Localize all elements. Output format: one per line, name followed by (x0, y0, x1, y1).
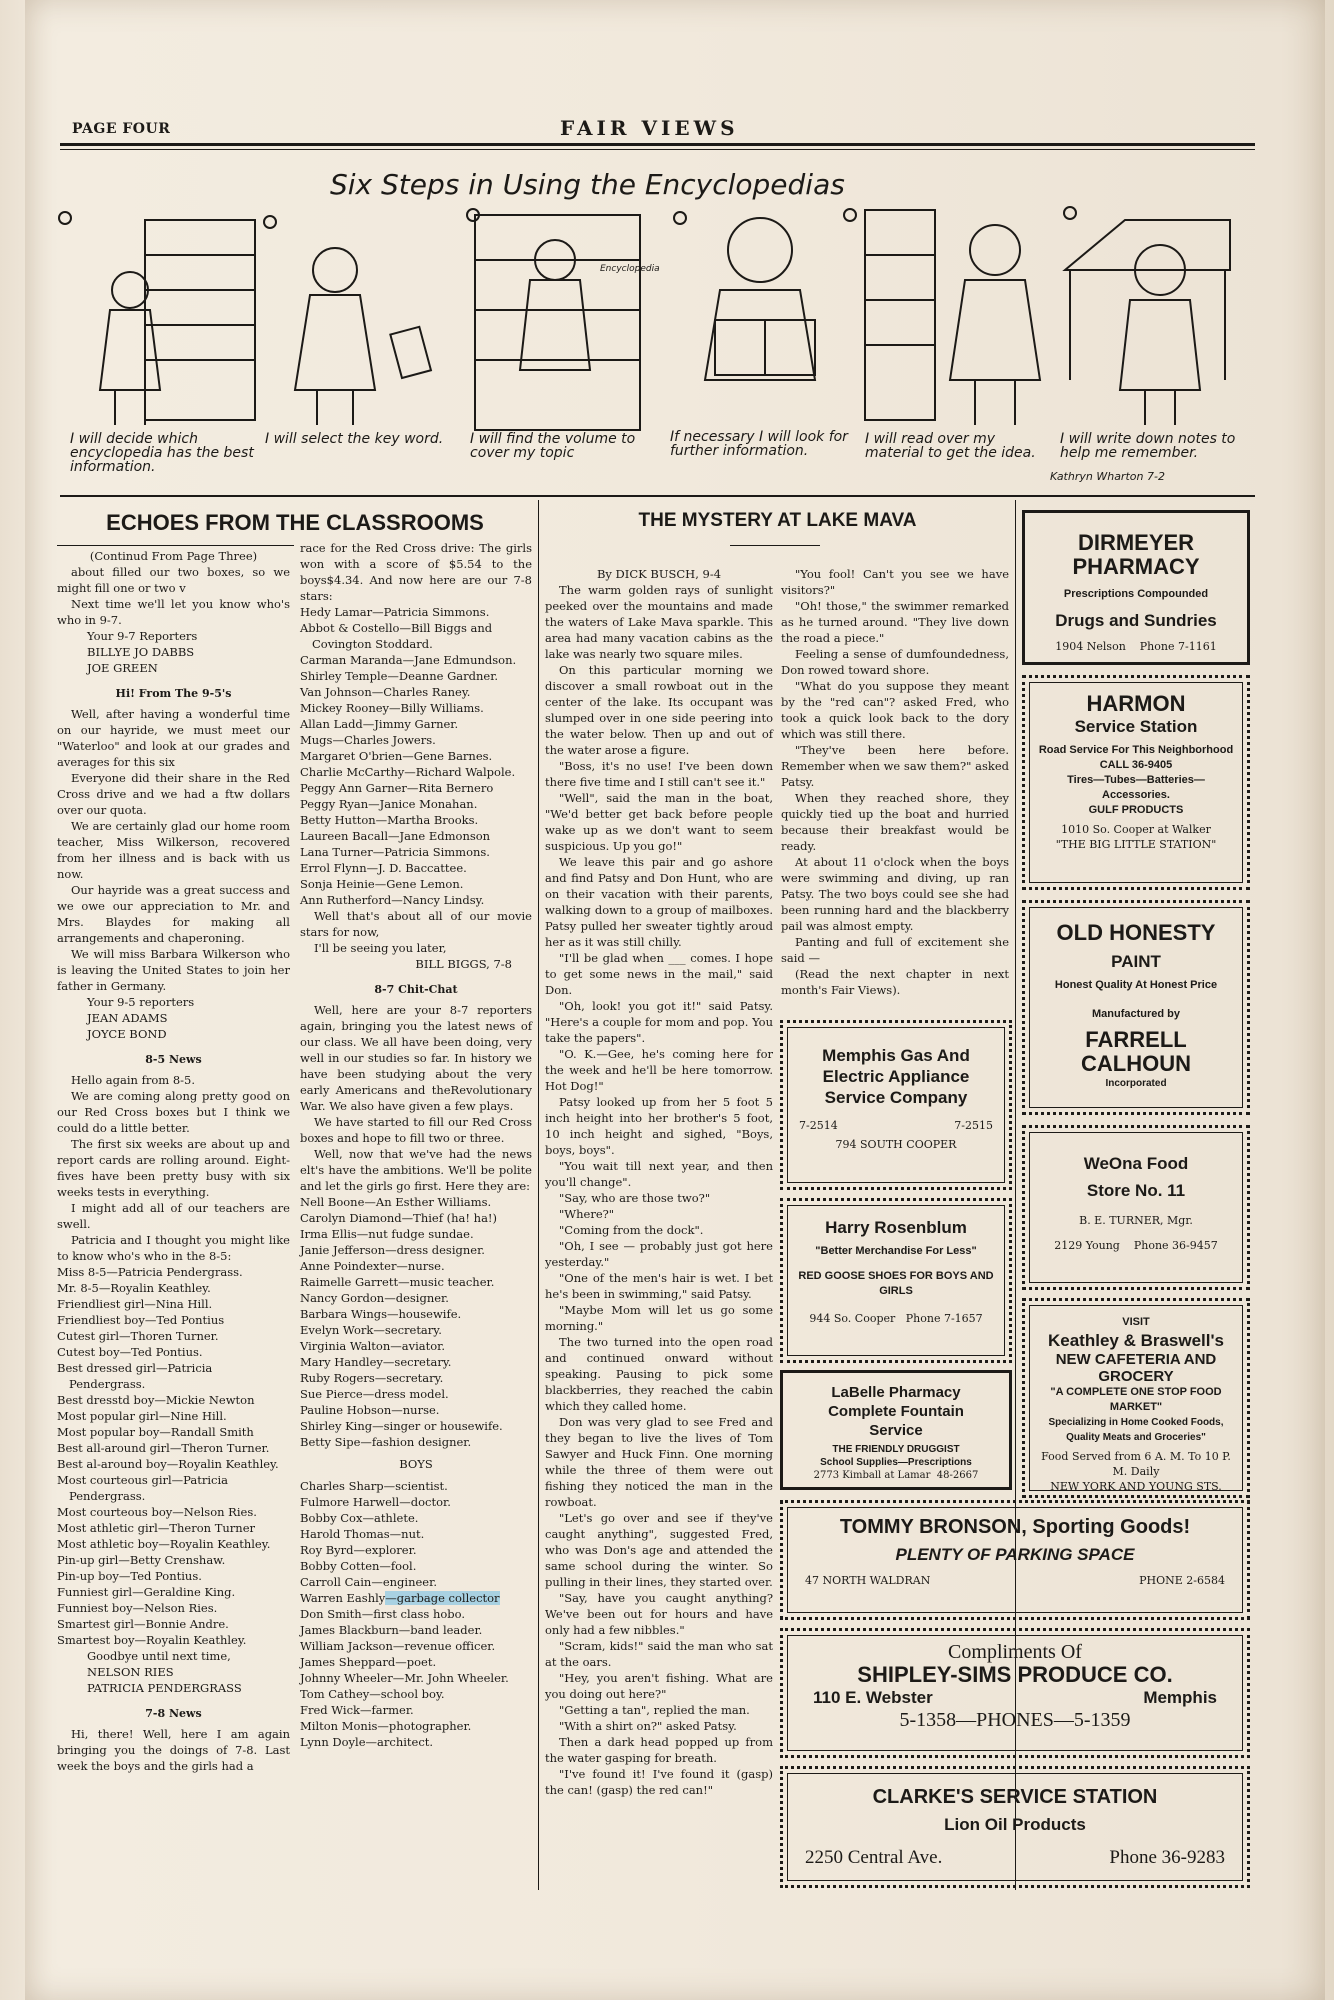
list-item: Hedy Lamar—Patricia Simmons. (300, 605, 490, 619)
story-paragraph: The two turned into the open road and continued onward without speaking. Pausing to pick some blackberries, they reached the cabin which they called home. (545, 1335, 773, 1413)
movie-stars-list (300, 604, 532, 908)
ad-line: PAINT (1111, 952, 1161, 971)
ad-line: "A COMPLETE ONE STOP FOOD MARKET" (1050, 1386, 1222, 1413)
list-item: James Blackburn—band leader. (300, 1623, 483, 1637)
list-item: Most athletic boy—Royalin Keathley. (57, 1537, 271, 1551)
list-item: Carman Maranda—Jane Edmundson. (300, 653, 517, 667)
ad-phone: Phone 36-9283 (1109, 1847, 1225, 1868)
ad-line: Manufactured by (1091, 1008, 1180, 1020)
ad-line: Compliments Of (948, 1641, 1082, 1663)
story-paragraph: "You fool! Can't you see we have visitors?" (781, 567, 1009, 597)
list-item: Most popular girl—Nine Hill. (57, 1409, 227, 1423)
story-paragraph: (Read the next chapter in next month's Fair Views). (781, 967, 1009, 997)
list-item: Barbara Wings—housewife. (300, 1307, 462, 1321)
list-item: Irma Ellis—nut fudge sundae. (300, 1227, 474, 1241)
story-paragraph: "O. K.—Gee, he's coming here for the week and he'll be here tomorrow. Hot Dog!" (545, 1047, 773, 1093)
ad-line: Service Company (824, 1088, 968, 1107)
mystery-column-2 (781, 566, 1009, 998)
paragraph: race for the Red Cross drive: The girls won with a score of $5.54 to the boys$4.34. And now here are our 7-8 stars: (300, 541, 532, 603)
cartoon-signature: Kathryn Wharton 7-2 (1050, 470, 1165, 483)
list-item: Mickey Rooney—Billy Williams. (300, 701, 484, 715)
story-paragraph: "Where?" (559, 1207, 615, 1221)
ad-line: Memphis (1143, 1688, 1217, 1707)
list-item: Peggy Ryan—Janice Monahan. (300, 797, 478, 811)
cartoon-title: Six Steps in Using the Encyclopedias (330, 168, 845, 201)
story-paragraph: The warm golden rays of sunlight peeked over the mountains and made the waters of Lake Mava sparkle. This area had many vacation cabins as the lake was nearly two square miles. (545, 583, 773, 661)
sign-line: BILL BIGGS, 7-8 (415, 957, 512, 971)
ad-name: OLD HONESTY (1056, 920, 1216, 945)
cartoon-caption-3: I will find the volume to cover my topic (470, 431, 636, 461)
list-item: Tom Cathey—school boy. (300, 1687, 445, 1701)
ad-line: Specializing in Home Cooked Foods, Quality Meats and Groceries" (1048, 1417, 1224, 1443)
list-item: Friendliest boy—Ted Pontius (57, 1313, 225, 1327)
story-paragraph: "With a shirt on?" asked Patsy. (559, 1719, 737, 1733)
paragraph: We are certainly glad our home room teacher, Miss Wilkerson, recovered from her illness and is back with us now. (57, 819, 290, 881)
story-paragraph: Patsy looked up from her 5 foot 5 inch height into her brother's 5 foot, 10 inch height and sighed, "Boys, boys, boys". (545, 1095, 773, 1157)
ad-weona (1022, 1125, 1250, 1290)
masthead: FAIR VIEWS (560, 116, 739, 140)
ad-memphis-gas (780, 1020, 1012, 1190)
sign-line: JEAN ADAMS (87, 1011, 168, 1025)
list-item: Ruby Rogers—secretary. (300, 1371, 444, 1385)
list-item: Pin-up boy—Ted Pontius. (57, 1569, 202, 1583)
ad-line: Prescriptions Compounded (1063, 588, 1209, 600)
story-paragraph: Don was very glad to see Fred and they began to live the lives of Tom Sawyer and Huck Finn. One morning while the three of them were out fishing they noticed the man in the rowboat. (545, 1415, 773, 1509)
ambitions-girls-list (300, 1194, 532, 1450)
cartoon-caption-6: I will write down notes to help me remember. (1060, 431, 1236, 461)
story-paragraph: "Well", said the man in the boat, "We'd better get back before people wake up as we don't want to seem suspicious. Up you go!" (545, 791, 773, 853)
ad-address: 47 NORTH WALDRAN (805, 1574, 931, 1587)
list-item: Lynn Doyle—architect. (300, 1735, 434, 1749)
story-paragraph: "I've found it! I've found it (gasp) the can! (gasp) the red can!" (545, 1767, 773, 1797)
story-paragraph: "Getting a tan", replied the man. (559, 1703, 750, 1717)
section-heading: 8-5 News (145, 1053, 202, 1066)
ad-harmon (1022, 675, 1250, 890)
paragraph: Patricia and I thought you might like to know who's who in the 8-5: (57, 1233, 290, 1263)
ad-keathley-braswell (1022, 1298, 1250, 1498)
story-paragraph: "One of the men's hair is wet. I bet he's been in swimming," said Patsy. (545, 1271, 773, 1301)
list-item: Sonja Heinie—Gene Lemon. (300, 877, 464, 891)
list-item: Funniest boy—Nelson Ries. (57, 1601, 218, 1615)
list-item: Most courteous girl—Patricia Pendergrass. (57, 1473, 229, 1503)
list-item: Mary Handley—secretary. (300, 1355, 452, 1369)
ad-line: Honest Quality At Honest Price (1054, 979, 1218, 991)
ad-line: Lion Oil Products (944, 1815, 1086, 1834)
list-item: Nancy Gordon—designer. (300, 1291, 449, 1305)
list-item: Smartest boy—Royalin Keathley. (57, 1633, 247, 1647)
story-paragraph: "What do you suppose they meant by the "red can"? asked Fred, who took a quick look back to the dory which was still there. (781, 679, 1009, 741)
sign-line: JOYCE BOND (87, 1027, 167, 1041)
story-paragraph: We leave this pair and go ashore and find Patsy and Don Hunt, who are on their vacation with their parents, walking down to a group of mailboxes. Patsy pulled her sweater tightly aroud her as it was still chilly. (545, 855, 773, 949)
ad-line: School Supplies—Prescriptions (820, 1457, 972, 1468)
list-item: Don Smith—first class hobo. (300, 1607, 466, 1621)
ad-shipley-sims (780, 1628, 1250, 1758)
ad-address: 944 So. Cooper (809, 1312, 896, 1325)
ad-line: Store No. 11 (1086, 1181, 1186, 1200)
list-item: Sue Pierce—dress model. (300, 1387, 449, 1401)
ad-labelle-pharmacy (780, 1370, 1012, 1490)
ad-phone: Phone 7-1161 (1139, 640, 1217, 653)
story-paragraph: "They've been here before. Remember when we saw them?" asked Patsy. (781, 743, 1009, 789)
ad-line: RED GOOSE SHOES FOR BOYS AND GIRLS (798, 1270, 994, 1297)
list-item: Johnny Wheeler—Mr. John Wheeler. (300, 1671, 509, 1685)
highlight-mark: —garbage collector (385, 1591, 500, 1605)
list-item: Bobby Cotten—fool. (300, 1559, 417, 1573)
list-item: Cutest boy—Ted Pontius. (57, 1345, 203, 1359)
ad-line: NEW CAFETERIA AND GROCERY (1055, 1351, 1217, 1385)
who-list-8-5 (57, 1264, 290, 1648)
paragraph: We are coming along pretty good on our Red Cross boxes but I think we could do a little better. (57, 1089, 290, 1135)
ad-dirmeyer (1022, 510, 1250, 665)
cartoon-book-label: Encyclopedia (600, 264, 660, 274)
ad-clarkes (780, 1766, 1250, 1888)
list-item: Cutest girl—Thoren Turner. (57, 1329, 219, 1343)
list-item: Most athletic girl—Theron Turner (57, 1521, 256, 1535)
ad-line: Incorporated (1105, 1078, 1167, 1089)
ad-line: FARRELL CALHOUN (1081, 1027, 1191, 1076)
ad-line: "Better Merchandise For Less" (815, 1245, 977, 1257)
story-paragraph: At about 11 o'clock when the boys were swimming and diving, up ran Patsy. The two boys could see she had been running hard and the blackberry pail was almost empty. (781, 855, 1009, 933)
ad-phone: PHONE 2-6584 (1139, 1574, 1225, 1587)
paragraph: Our hayride was a great success and we owe our appreciation to Mr. and Mrs. Blaydes for making all arrangements and chaperoning. (57, 883, 290, 945)
story-paragraph: "Say, have you caught anything? We've been out for hours and have only had a few nibbles." (545, 1591, 773, 1637)
story-paragraph: "Scram, kids!" said the man who sat at the oars. (545, 1639, 773, 1669)
list-item: Most popular boy—Randall Smith (57, 1425, 254, 1439)
list-item: Peggy Ann Garner—Rita Bernero (300, 781, 494, 795)
paragraph: I'll be seeing you later, (314, 941, 447, 955)
ad-line: B. E. TURNER, Mgr. (1079, 1214, 1193, 1227)
list-item: Miss 8-5—Patricia Pendergrass. (57, 1265, 243, 1279)
ad-line: Complete Fountain (828, 1403, 964, 1420)
sign-line: JOE GREEN (87, 661, 158, 675)
list-item: Errol Flynn—J. D. Baccattee. (300, 861, 467, 875)
ad-phone: 7-2514 (799, 1119, 838, 1132)
paragraph: Hello again from 8-5. (71, 1073, 195, 1087)
ad-phone: 7-2515 (954, 1119, 993, 1132)
list-item: Lana Turner—Patricia Simmons. (300, 845, 490, 859)
story-paragraph: "Oh! those," the swimmer remarked as he turned around. "They live down the road a piece." (781, 599, 1009, 645)
ad-name: LaBelle Pharmacy (831, 1384, 961, 1401)
story-paragraph: "Let's go over and see if they've caught anything", suggested Fred, who was Don's age and attended the same school during the winter. So pulling in their lines, they started over. (545, 1511, 773, 1589)
echoes-column-2 (300, 540, 532, 1750)
cartoon-caption-1: I will decide which encyclopedia has the best information. (70, 431, 254, 475)
list-item: Charles Sharp—scientist. (300, 1479, 448, 1493)
ad-line: "THE BIG LITTLE STATION" (1055, 838, 1217, 851)
ad-line: CALL 36-9405 (1099, 759, 1173, 771)
ad-phone: 48-2667 (936, 1470, 979, 1481)
list-item: Mugs—Charles Jowers. (300, 733, 436, 747)
sign-line: PATRICIA PENDERGRASS (87, 1681, 242, 1695)
mystery-rule (730, 545, 820, 546)
sign-line: NELSON RIES (87, 1665, 174, 1679)
echoes-headline: ECHOES FROM THE CLASSROOMS (106, 510, 484, 535)
cartoon-caption-2: I will select the key word. (265, 431, 444, 447)
list-item: Funniest girl—Geraldine King. (57, 1585, 236, 1599)
paragraph: Well, now that we've had the news elt's have the ambitions. We'll be polite and let the girls go first. Here they are: (300, 1147, 532, 1193)
story-paragraph: On this particular morning we discover a small rowboat out in the center of the lake. Its occupant was slumped over in one side peering into the water below. Then up and out of the water arose a figure. (545, 663, 773, 757)
section-heading: 7-8 News (145, 1707, 202, 1720)
mystery-text-1 (545, 582, 773, 1798)
list-item: Best dressed girl—Patricia Pendergrass. (57, 1361, 213, 1391)
list-item: Carroll Cain—engineer. (300, 1575, 437, 1589)
ambitions-boys-list (300, 1478, 532, 1750)
list-item: Fred Wick—farmer. (300, 1703, 414, 1717)
list-item: Carolyn Diamond—Thief (ha! ha!) (300, 1211, 498, 1225)
ad-name: Keathley & Braswell's (1047, 1331, 1224, 1350)
ad-name: HARMON (1086, 691, 1186, 716)
paragraph: Well that's about all of our movie stars for now, (300, 909, 532, 939)
list-item: Betty Sipe—fashion designer. (300, 1435, 472, 1449)
story-paragraph: When they reached shore, they quickly tied up the boat and hurried because their breakfast would be ready. (781, 791, 1009, 853)
ad-line: Service (869, 1422, 923, 1439)
mystery-column-1 (545, 566, 773, 1798)
byline: By DICK BUSCH, 9-4 (596, 567, 722, 581)
story-paragraph: "I'll be glad when ___ comes. I hope to get some news in the mail," said Don. (545, 951, 773, 997)
list-item: Bobby Cox—athlete. (300, 1511, 419, 1525)
ad-name: Memphis Gas And (822, 1046, 970, 1065)
ad-line: THE FRIENDLY DRUGGIST (832, 1444, 960, 1455)
list-item: Friendliest girl—Nina Hill. (57, 1297, 213, 1311)
ad-address: 794 SOUTH COOPER (835, 1138, 957, 1151)
cartoon-rule (60, 495, 1255, 497)
sign-line: Your 9-5 reporters (87, 995, 195, 1009)
list-item: Pauline Hobson—nurse. (300, 1403, 440, 1417)
list-item: Janie Jefferson—dress designer. (300, 1243, 485, 1257)
list-item: Pin-up girl—Betty Crenshaw. (57, 1553, 226, 1567)
ad-old-honesty (1022, 900, 1250, 1115)
ad-name: SHIPLEY-SIMS PRODUCE CO. (857, 1662, 1173, 1687)
ad-address: 2773 Kimball at Lamar (813, 1470, 931, 1481)
story-paragraph: Feeling a sense of dumfoundedness, Don rowed toward shore. (781, 647, 1009, 677)
ad-address: 2250 Central Ave. (805, 1847, 943, 1868)
list-item: Nell Boone—An Esther Williams. (300, 1195, 492, 1209)
ad-name: DIRMEYER PHARMACY (1072, 530, 1200, 579)
paragraph: We have started to fill our Red Cross boxes and hope to fill two or three. (300, 1115, 532, 1145)
list-item: Allan Ladd—Jimmy Garner. (300, 717, 459, 731)
ad-address: 2129 Young (1054, 1239, 1120, 1252)
ad-line: GULF PRODUCTS (1088, 804, 1184, 816)
ad-harry-rosenblum (780, 1198, 1012, 1363)
ad-tommy-bronson (780, 1500, 1250, 1620)
list-item: Warren Eashly—garbage collector (300, 1591, 500, 1605)
list-item: Roy Byrd—explorer. (300, 1543, 417, 1557)
ad-line: Tires—Tubes—Batteries— Accessories. (1067, 774, 1205, 801)
ad-address: NEW YORK AND YOUNG STS. (1050, 1480, 1222, 1493)
list-item: Anne Poindexter—nurse. (300, 1259, 445, 1273)
list-item: Margaret O'brien—Gene Barnes. (300, 749, 493, 763)
page-number: PAGE FOUR (72, 121, 171, 137)
list-item: Evelyn Work—secretary. (300, 1323, 442, 1337)
sign-line: Goodbye until next time, (87, 1649, 231, 1663)
ad-address: 1904 Nelson (1055, 640, 1126, 653)
story-paragraph: "Coming from the dock". (559, 1223, 704, 1237)
list-item: Harold Thomas—nut. (300, 1527, 425, 1541)
ad-line: Road Service For This Neighborhood (1038, 744, 1234, 756)
list-item: Abbot & Costello—Bill Biggs and Covington Stoddard. (300, 621, 493, 651)
cartoon-caption-4: If necessary I will look for further information. (670, 429, 848, 459)
list-item: Most courteous boy—Nelson Ries. (57, 1505, 257, 1519)
sign-line: BILLYE JO DABBS (87, 645, 195, 659)
ad-line: Food Served from 6 A. M. To 10 P. M. Daily (1041, 1450, 1231, 1478)
echoes-column-1 (57, 548, 290, 1774)
list-item: Shirley Temple—Deanne Gardner. (300, 669, 499, 683)
ad-line: Electric Appliance (822, 1067, 970, 1086)
list-item: William Jackson—revenue officer. (300, 1639, 496, 1653)
story-paragraph: "Oh, I see — probably just got here yesterday." (545, 1239, 773, 1269)
ad-phone: Phone 7-1657 (905, 1312, 983, 1325)
paragraph: The first six weeks are about up and report cards are rolling around. Eight-fives have been pretty busy with six weeks tests in everything. (57, 1137, 290, 1199)
ad-name: Harry Rosenblum (825, 1218, 967, 1237)
story-paragraph: "Oh, look! you got it!" said Patsy. "Here's a couple for mom and pop. You take the papers". (545, 999, 773, 1045)
list-item: James Sheppard—poet. (300, 1655, 437, 1669)
paragraph: Hi, there! Well, here I am again bringing you the doings of 7-8. Last week the boys and the girls had a (57, 1727, 290, 1773)
mystery-text-2 (781, 566, 1009, 998)
list-item: Best al-around boy—Royalin Keathley. (57, 1457, 279, 1471)
list-item: Best all-around girl—Theron Turner. (57, 1441, 270, 1455)
ad-name: TOMMY BRONSON, Sporting Goods! (839, 1516, 1191, 1538)
list-item: Ann Rutherford—Nancy Lindsy. (300, 893, 485, 907)
echoes-rule (57, 545, 294, 546)
paragraph: We will miss Barbara Wilkerson who is leaving the United States to join her father in Germany. (57, 947, 290, 993)
ad-line: Drugs and Sundries (1055, 611, 1217, 630)
list-item: Fulmore Harwell—doctor. (300, 1495, 451, 1509)
list-item: Van Johnson—Charles Raney. (300, 685, 471, 699)
ad-name: WeOna Food (1083, 1154, 1189, 1173)
ad-phone: Phone 36-9457 (1133, 1239, 1218, 1252)
story-paragraph: "Say, who are those two?" (559, 1191, 711, 1205)
ad-address: 110 E. Webster (813, 1688, 933, 1707)
continued-note: (Continud From Page Three) (89, 549, 258, 563)
mystery-headline: THE MYSTERY AT LAKE MAVA (638, 510, 917, 531)
story-paragraph: Then a dark head popped up from the water gasping for breath. (545, 1735, 773, 1765)
list-item: Best dresstd boy—Mickie Newton (57, 1393, 255, 1407)
ad-address: 1010 So. Cooper at Walker (1061, 823, 1211, 836)
list-item: Milton Monis—photographer. (300, 1719, 472, 1733)
sign-line: Your 9-7 Reporters (87, 629, 198, 643)
section-heading: 8-7 Chit-Chat (374, 983, 458, 996)
paragraph: Well, here are your 8-7 reporters again, bringing you the latest news of our class. We all have been doing, very well in our studies so far. In history we have been studying about the very early Americans and theRevolutionary War. We also have given a few plays. (300, 1003, 532, 1113)
story-paragraph: Panting and full of excitement she said — (781, 935, 1009, 965)
paragraph: Next time we'll let you know who's who in 9-7. (57, 597, 290, 627)
story-paragraph: "Maybe Mom will let us go some morning." (545, 1303, 773, 1333)
ad-line: VISIT (1122, 1316, 1150, 1328)
paragraph: Everyone did their share in the Red Cross drive and we had a ftw dollars over our quota. (57, 771, 290, 817)
story-paragraph: "You wait till next year, and then you'll change". (545, 1159, 773, 1189)
paragraph: about filled our two boxes, so we might fill one or two v (57, 565, 290, 595)
ad-line: PLENTY OF PARKING SPACE (895, 1545, 1135, 1564)
list-item: Laureen Bacall—Jane Edmonson (300, 829, 491, 843)
cartoon-caption-5: I will read over my material to get the idea. (865, 431, 1036, 461)
list-item: Raimelle Garrett—music teacher. (300, 1275, 495, 1289)
list-item: Smartest girl—Bonnie Andre. (57, 1617, 229, 1631)
story-paragraph: "Boss, it's no use! I've been down there five time and I still can't see it." (545, 759, 773, 789)
header-rule-thin (60, 149, 1255, 150)
boys-label: BOYS (399, 1457, 433, 1471)
list-item: Mr. 8-5—Royalin Keathley. (57, 1281, 211, 1295)
section-heading: Hi! From The 9-5's (115, 687, 232, 700)
paragraph: Well, after having a wonderful time on our hayride, we must meet our "Waterloo" and look at our grades and averages for this six (57, 707, 290, 769)
paragraph: I might add all of our teachers are swell. (57, 1201, 290, 1231)
header-rule (60, 143, 1255, 146)
ad-name: CLARKE'S SERVICE STATION (872, 1786, 1158, 1808)
list-item: Betty Hutton—Martha Brooks. (300, 813, 479, 827)
ad-phone: 5-1358—PHONES—5-1359 (899, 1709, 1131, 1731)
list-item: Charlie McCarthy—Richard Walpole. (300, 765, 516, 779)
column-rule-1 (538, 500, 539, 1890)
ad-line: Service Station (1074, 717, 1198, 736)
list-item: Virginia Walton—aviator. (300, 1339, 446, 1353)
list-item: Shirley King—singer or housewife. (300, 1419, 503, 1433)
story-paragraph: "Hey, you aren't fishing. What are you doing out here?" (545, 1671, 773, 1701)
